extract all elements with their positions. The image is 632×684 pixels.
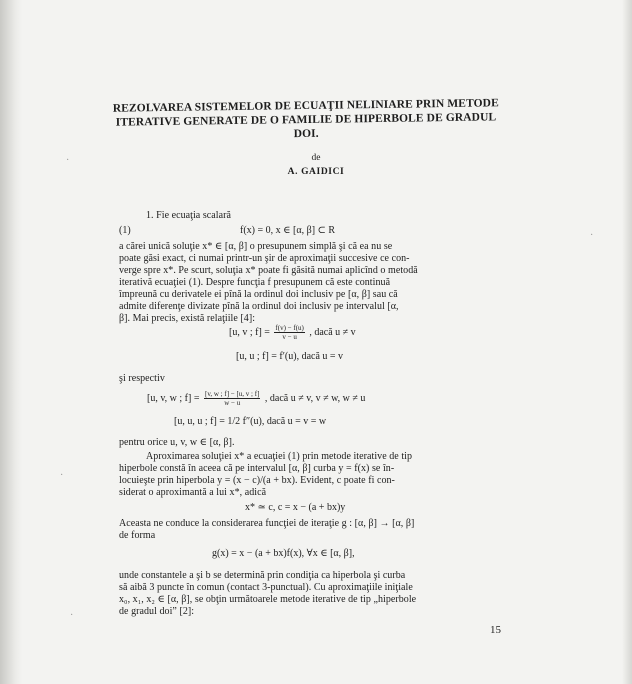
equation-4-right: , dacă u ≠ v, v ≠ w, w ≠ u [264,392,366,404]
paragraph-line: siderat o aproximantă a lui x*, adică [119,487,267,498]
fraction-numerator: f(v) − f(u) [275,324,304,332]
paragraph-line: împreună cu derivatele ei pînă la ordinul doi inclusiv pe [α, β] sau că [119,289,398,300]
paragraph-line: β]. Mai precis, există relaţiile [4]: [119,313,256,324]
by-word: de [311,153,321,163]
paragraph-line: Aproximarea soluţiei x* a ecuaţiei (1) prin metode iterative de tip [146,451,413,462]
paragraph-line: Aceasta ne conduce la considerarea funcţiei de iteraţie g : [α, β] → [α, β] [119,518,415,529]
equation-6: x* ≃ c, c = x − (a + bx)y [245,502,346,513]
fraction-numerator: [v, w ; f] − [u, v ; f] [204,390,260,398]
scan-speck: · [70,610,74,621]
fraction-denominator: w − u [224,399,241,407]
author-name: A. GAIDICI [287,167,345,177]
equation-label: (1) [119,225,131,236]
equation-2-left: [u, v ; f] = [229,326,270,338]
equation-7: g(x) = x − (a + bx)f(x), ∀x ∈ [α, β], [212,548,355,559]
scan-shadow-left [0,0,22,684]
fraction [274,324,304,341]
paragraph-line: hiperbole constă în aceea că pe intervalul [α, β] curba y = f(x) se în- [119,463,395,474]
title-line: DOI. [293,127,319,141]
equation-3: [u, u ; f] = f′(u), dacă u = v [236,351,344,362]
scan-speck: · [60,470,64,481]
section-heading: 1. Fie ecuaţia scalară [146,210,231,221]
fraction-denominator: v − u [282,333,297,341]
paragraph-line: verge spre x*. Pe scurt, soluţia x* poate fi găsită numai aplicînd o metodă [119,265,418,276]
fraction [204,390,260,407]
paragraph-line: x₀, x₁, x₂ ∈ [α, β], se obţin următoarele metode iterative de tip „hiperbole [119,594,417,605]
paragraph-line: locuieşte prin hiperbola y = (x − c)/(a + bx). Evident, c poate fi con- [119,475,395,486]
page-number: 15 [490,624,501,636]
paragraph-line: iterativă ecuaţiei (1). Despre funcţia f presupunem că este continuă [119,277,391,288]
paragraph-line: admite diferenţe divizate pînă la ordinul doi inclusiv pe intervalul [α, [119,301,399,312]
paragraph-line: pentru orice u, v, w ∈ [α, β]. [119,437,235,448]
paragraph-line: unde constantele a şi b se determină prin condiţia ca hiperbola şi curba [119,570,406,581]
scan-shadow-right [622,0,632,684]
equation-2-right: , dacă u ≠ v [309,326,356,338]
paragraph-line: de forma [119,530,156,541]
paragraph-line: de gradul doi” [2]: [119,606,195,617]
paragraph-line: şi respectiv [119,373,165,384]
title-line: REZOLVAREA SISTEMELOR DE ECUAŢII NELINIARE PRIN METODE [112,97,499,115]
paragraph-line: a cărei unică soluţie x* ∈ [α, β] o presupunem simplă şi că ea nu se [119,241,393,252]
equation-2 [229,324,356,341]
scan-speck: · [66,155,70,166]
equation-4 [147,390,365,407]
title-line: ITERATIVE GENERATE DE O FAMILIE DE HIPERBOLE DE GRADUL [115,111,497,129]
paper-title [112,96,501,143]
equation-5: [u, u, u ; f] = 1/2 f″(u), dacă u = v = w [174,416,327,427]
equation-4-left: [u, v, w ; f] = [147,392,200,404]
equation-1: f(x) = 0, x ∈ [α, β] ⊂ R [240,225,336,236]
paragraph-line: poate găsi exact, ci numai printr-un şir de aproximaţii succesive ce con- [119,253,410,264]
paragraph-line: să aibă 3 puncte în comun (contact 3-punctual). Cu aproximaţiile iniţiale [119,582,413,593]
scan-speck: · [590,230,594,241]
